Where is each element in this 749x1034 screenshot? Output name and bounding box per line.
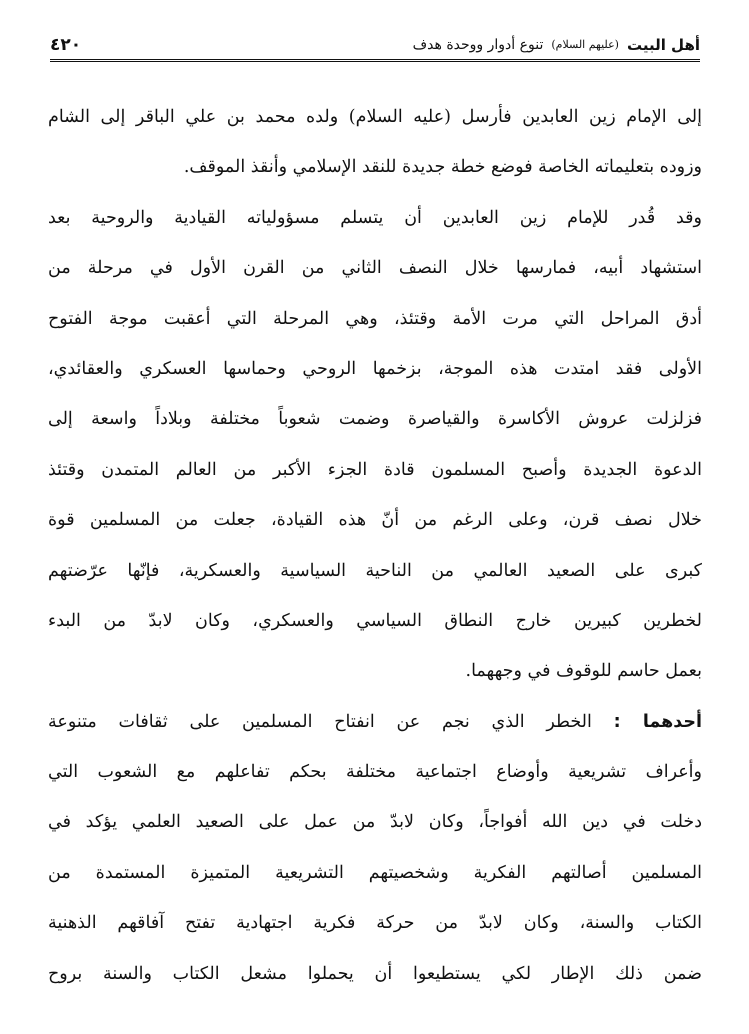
- text-line-with-lead: [48, 697, 702, 747]
- header-title: [413, 36, 700, 54]
- text-line: المسلمين أصالتهم الفكرية وشخصيتهم التشريعية المتميزة المستمدة من: [48, 862, 702, 883]
- text-line: خلال نصف قرن، وعلى الرغم من أنّ هذه القيادة، جعلت من المسلمين قوة: [48, 510, 702, 531]
- text-line: ضمن ذلك الإطار لكي يستطيعوا أن يحملوا مشعل الكتاب والسنة بروح: [48, 963, 702, 984]
- text-line: دخلت في دين الله أفواجاً، وكان لابدّ من عمل على الصعيد العلمي يؤكد في: [48, 812, 702, 833]
- text-line: الدعوة الجديدة وأصبح المسلمون قادة الجزء الأكبر من العالم المتمدن وقتئذ: [48, 459, 702, 480]
- text-line: وأعراف تشريعية وأوضاع اجتماعية مختلفة بحكم تفاعلهم مع الشعوب التي: [48, 762, 702, 783]
- text-line: إلى الإمام زين العابدين فأرسل (عليه السلام) ولده محمد بن علي الباقر إلى الشام: [48, 107, 702, 127]
- book-title: أهل البيت: [626, 35, 700, 54]
- book-subtitle: تنوع أدوار ووحدة هدف: [412, 36, 544, 53]
- text-line: وقد قُدر للإمام زين العابدين أن يتسلم مسؤولياته القيادية والروحية بعد: [48, 207, 702, 228]
- text-line: الأولى فقد امتدت هذه الموجة، بزخمها الروحي وحماسها العسكري والعقائدي،: [48, 358, 702, 379]
- body-text: [48, 92, 702, 999]
- text-line: الكتاب والسنة، وكان لابدّ من حركة فكرية اجتهادية تفتح آفاقهم الذهنية: [48, 913, 702, 934]
- lead-label: أحدهما :: [613, 711, 702, 732]
- text-line: كبرى على الصعيد العالمي من الناحية السياسية والعسكرية، فإنّها عرّضتهم: [48, 560, 702, 581]
- text-line: وزوده بتعليماته الخاصة فوضع خطة جديدة للنقد الإسلامي وأنقذ الموقف.: [183, 157, 702, 178]
- honorific: (عليهم السلام): [551, 38, 619, 51]
- page-number: ٤٢٠: [50, 34, 82, 55]
- running-header: [50, 32, 700, 62]
- text-line: استشهاد أبيه، فمارسها خلال النصف الثاني من القرن الأول في مرحلة من: [48, 258, 702, 279]
- text-line: أدق المراحل التي مرت الأمة وقتئذ، وهي المرحلة التي أعقبت موجة الفتوح: [48, 308, 702, 329]
- text-line: بعمل حاسم للوقوف في وجههما.: [465, 661, 702, 682]
- text-line: فزلزلت عروش الأكاسرة والقياصرة وضمت شعوباً مختلفة وبلاداً واسعة إلى: [48, 409, 702, 430]
- text-line: لخطرين كبيرين خارج النطاق السياسي والعسكري، وكان لابدّ من البدء: [48, 610, 702, 631]
- lead-text: الخطر الذي نجم عن انفتاح المسلمين على ثقافات متنوعة: [48, 711, 592, 732]
